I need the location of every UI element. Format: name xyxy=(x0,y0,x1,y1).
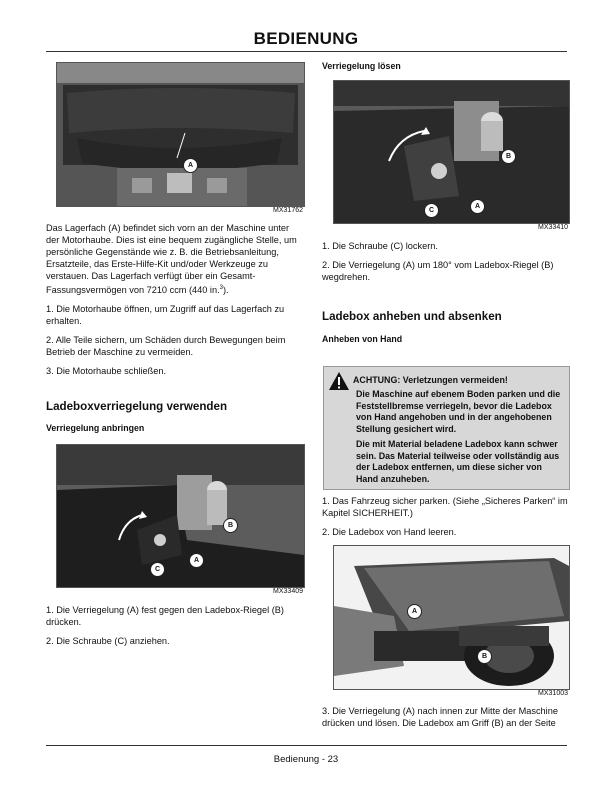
list-item: 2. Die Verriegelung (A) um 180° vom Ladebox-Riegel (B) wegdrehen. xyxy=(322,260,554,282)
list-item: 1. Die Motorhaube öffnen, um Zugriff auf das Lagerfach zu erhalten. xyxy=(46,304,285,327)
photo-label: C xyxy=(424,203,439,218)
storage-compartment-photo xyxy=(56,62,305,207)
photo-label: A xyxy=(407,604,422,619)
photo-label: C xyxy=(150,562,165,577)
photo-caption: MX33409 xyxy=(273,588,303,595)
footer-rule xyxy=(46,745,567,746)
photo-label: B xyxy=(223,518,238,533)
subsection-heading: Verriegelung anbringen xyxy=(46,423,145,433)
warning-text: Die Maschine auf ebenem Boden parken und die Feststellbremse verriegeln, bevor die Ladebox von Hand angehoben und in der angehobenen Stellung gesichert wird. xyxy=(356,389,561,434)
subsection-heading: Anheben von Hand xyxy=(322,334,403,344)
page-title: BEDIENUNG xyxy=(253,29,359,48)
list-item: 1. Das Fahrzeug sicher parken. (Siehe „Sicheres Parken“ im Kapitel SICHERHEIT.) xyxy=(322,496,568,518)
list-item: 1. Die Verriegelung (A) fest gegen den Ladebox-Riegel (B) drücken. xyxy=(46,605,284,627)
photo-caption: MX31003 xyxy=(538,690,568,697)
photo-label: A xyxy=(183,158,198,173)
list-item: 3. Die Motorhaube schließen. xyxy=(46,366,167,377)
photo-label: A xyxy=(470,199,485,214)
latch-release-photo xyxy=(333,80,570,224)
section-heading: Ladeboxverriegelung verwenden xyxy=(46,400,228,413)
header-rule xyxy=(46,51,567,52)
photo-caption: MX31762 xyxy=(273,207,303,214)
warning-text: Die mit Material beladene Ladebox kann schwer sein. Das Material teilweise oder vollständig aus der Ladebox entfernen, um diese sicher von Hand anzuheben. xyxy=(356,439,560,484)
warning-title: ACHTUNG: Verletzungen vermeiden! xyxy=(353,375,508,385)
photo-label: B xyxy=(501,149,516,164)
list-item: 2. Alle Teile sichern, um Schäden durch Bewegungen beim Betrieb der Maschine zu vermeiden. xyxy=(46,335,286,358)
section-heading: Ladebox anheben und absenken xyxy=(322,310,502,323)
photo-caption: MX33410 xyxy=(538,224,568,231)
warning-icon xyxy=(328,371,350,391)
intro-paragraph: Das Lagerfach (A) befindet sich vorn an der Maschine unter der Motorhaube. Dies ist eine bequem zugängliche Stelle, um persönliche Gegenstände wie z. B. die Betriebsanleitung, Ersatzteile, das Erste-Hilfe-Kit und/oder Werkzeuge zu verstauen. Das Lagerfach verfügt über ein Gesamt-Fassungsvermögen von 7210 ccm (440 in.$^3$). xyxy=(46,223,297,296)
cargo-box-photo xyxy=(333,545,570,690)
list-item: 3. Die Verriegelung (A) nach innen zur Mitte der Maschine drücken und lösen. Die Ladebox am Griff (B) an der Seite xyxy=(322,706,558,728)
photo-label: A xyxy=(189,553,204,568)
photo-label: B xyxy=(477,649,492,664)
warning-box xyxy=(323,366,570,490)
list-item: 1. Die Schraube (C) lockern. xyxy=(322,241,438,251)
list-item: 2. Die Schraube (C) anziehen. xyxy=(46,636,170,646)
subsection-heading: Verriegelung lösen xyxy=(322,61,401,71)
latch-attach-photo xyxy=(56,444,305,588)
list-item: 2. Die Ladebox von Hand leeren. xyxy=(322,527,457,537)
page-number: Bedienung - 23 xyxy=(273,754,339,765)
